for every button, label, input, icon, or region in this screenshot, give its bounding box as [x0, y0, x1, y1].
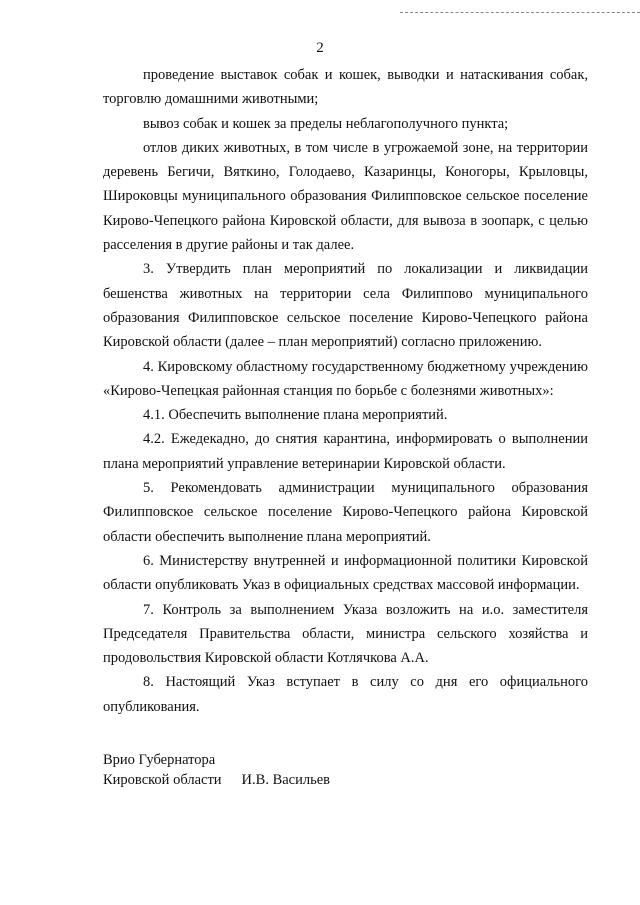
paragraph-item-3: 3. Утвердить план мероприятий по локализации и ликвидации бешенства животных на территории села Филиппово муниципального образования Филипповское сельское поселение Кирово-Чепецкого района Кировской области (далее – план мероприятий) согласно приложению.	[103, 261, 588, 351]
paragraph-wild-animals: отлов диких животных, в том числе в угрожаемой зоне, на территории деревень Бегичи, Вяткино, Голодаево, Казаринцы, Коногоры, Крыловцы, Широковцы муниципального образования Филипповское сельское поселение Кирово-Чепецкого района Кировской области, для вывоза в зоопарк, с целью расселения в другие районы и так далее.	[103, 139, 588, 254]
paragraph-exhibitions: проведение выставок собак и кошек, выводки и натаскивания собак, торговлю домашними животными;	[103, 67, 588, 108]
signature-block	[103, 750, 503, 790]
signature-region: Кировской области	[103, 772, 222, 788]
signature-title-line1: Врио Губернатора	[103, 752, 216, 768]
paragraph-item-8: 8. Настоящий Указ вступает в силу со дня его официального опубликования.	[103, 674, 588, 715]
document-body	[103, 63, 588, 719]
paragraph-item-5: 5. Рекомендовать администрации муниципального образования Филипповское сельское поселение Кирово-Чепецкого района Кировской области обеспечить выполнение плана мероприятий.	[103, 480, 588, 545]
signature-title-line2	[103, 770, 503, 790]
signature-name: И.В. Васильев	[241, 772, 330, 788]
paragraph-item-4: 4. Кировскому областному государственному бюджетному учреждению «Кирово-Чепецкая районная станция по борьбе с болезнями животных»:	[103, 358, 588, 399]
paragraph-export: вывоз собак и кошек за пределы неблагополучного пункта;	[143, 115, 509, 132]
paragraph-item-4-1: 4.1. Обеспечить выполнение плана мероприятий.	[143, 407, 448, 424]
page-number: 2	[316, 40, 324, 56]
paragraph-item-7: 7. Контроль за выполнением Указа возложить на и.о. заместителя Председателя Правительства области, министра сельского хозяйства и продовольствия Кировской области Котлячкова А.А.	[103, 601, 588, 667]
scan-edge-mark	[400, 12, 640, 13]
paragraph-item-6: 6. Министерству внутренней и информационной политики Кировской области опубликовать Указ в официальных средствах массовой информации.	[103, 552, 588, 594]
paragraph-item-4-2: 4.2. Ежедекадно, до снятия карантина, информировать о выполнении плана мероприятий управление ветеринарии Кировской области.	[103, 431, 588, 472]
